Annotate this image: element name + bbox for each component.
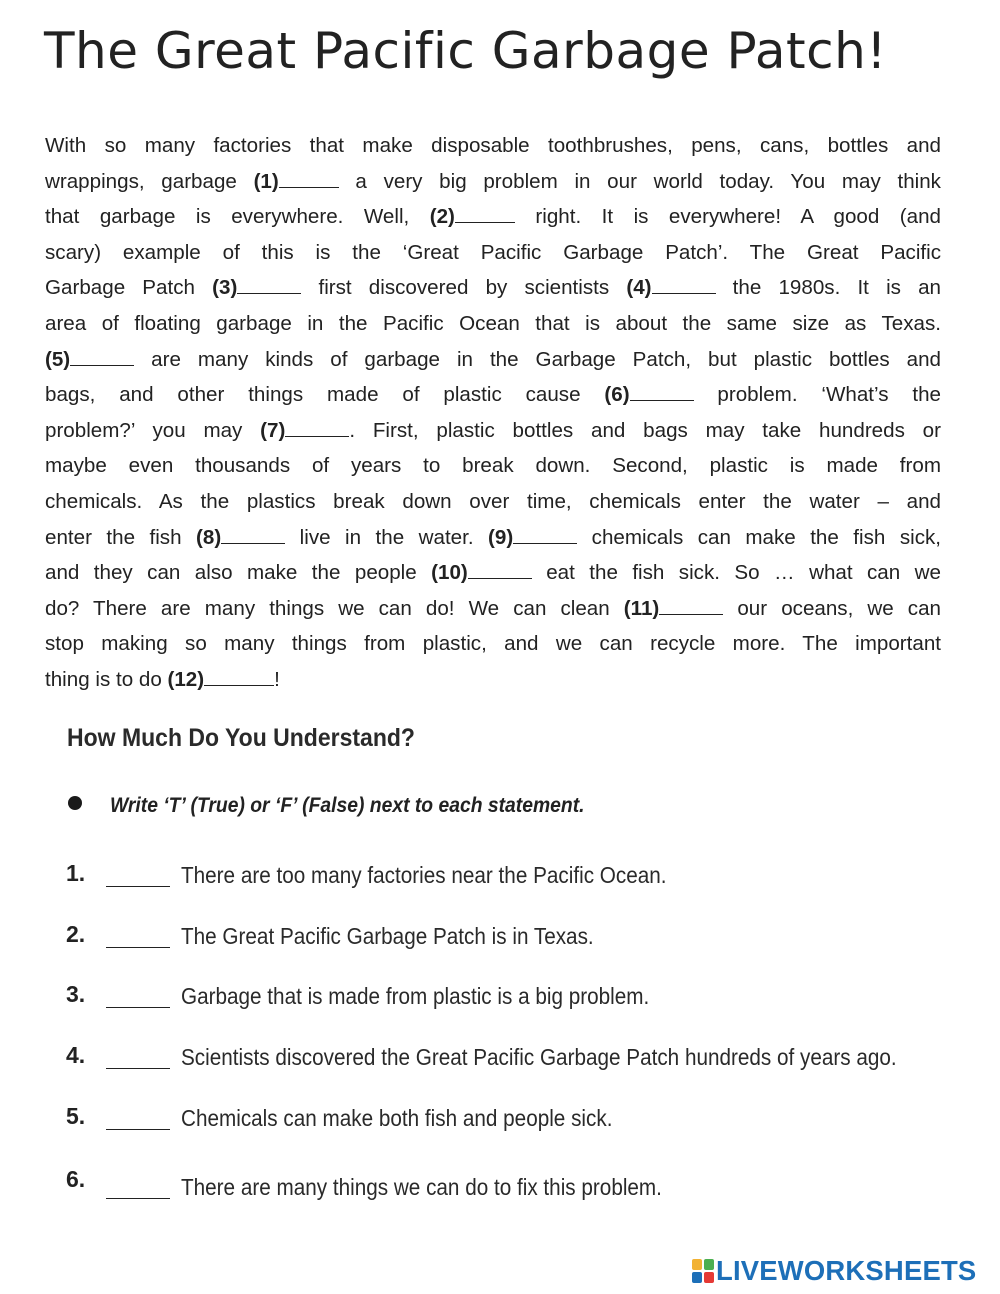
blank-number: (7) <box>260 418 286 442</box>
passage-line <box>45 164 941 200</box>
passage-text: problem. ‘What’s the <box>693 383 942 407</box>
statement-2 <box>66 921 966 961</box>
statement-number: 4. <box>66 1042 86 1068</box>
answer-blank-4[interactable] <box>106 1044 170 1069</box>
passage-text: area of floating garbage in the Pacific Ocean that is about the same size as Texas. <box>45 311 941 335</box>
instruction-text: Write ‘T’ (True) or ‘F’ (False) next to each statement. <box>110 794 585 817</box>
answer-blank-3[interactable] <box>106 983 170 1008</box>
passage-line <box>45 591 941 627</box>
statement-text: Scientists discovered the Great Pacific Garbage Patch hundreds of years ago. <box>181 1044 897 1070</box>
logo-mark-icon <box>692 1259 714 1283</box>
passage-line <box>45 306 941 342</box>
passage-text: chemicals. As the plastics break down over time, chemicals enter the water – and <box>45 489 941 513</box>
passage-text: eat the fish sick. So … what can we <box>531 561 941 585</box>
statement-5 <box>66 1103 966 1143</box>
statement-text: Chemicals can make both fish and people sick. <box>181 1105 613 1131</box>
passage-text: bags, and other things made of plastic cause <box>45 383 605 407</box>
statement-text: Garbage that is made from plastic is a big problem. <box>181 983 650 1009</box>
passage-line <box>45 448 941 484</box>
blank-number: (8) <box>196 525 222 549</box>
answer-blank-1[interactable] <box>106 862 170 887</box>
blank-number: (5) <box>45 347 71 371</box>
blank-number: (12) <box>167 667 205 691</box>
comprehension-heading: How Much Do You Understand? <box>67 724 415 752</box>
passage-blank[interactable] <box>659 596 723 615</box>
worksheet-title: The Great Pacific Garbage Patch! <box>44 22 887 80</box>
blank-number: (1) <box>253 169 279 193</box>
statement-4 <box>66 1042 966 1082</box>
passage-line <box>45 555 941 591</box>
passage-text: With so many factories that make disposable toothbrushes, pens, cans, bottles and <box>45 134 941 157</box>
statement-number: 5. <box>66 1103 86 1129</box>
passage-blank[interactable] <box>221 525 285 544</box>
passage-line <box>45 199 941 235</box>
passage-text: and they can also make the people <box>45 561 432 585</box>
answer-blank-2[interactable] <box>106 923 170 948</box>
passage-blank[interactable] <box>70 347 134 366</box>
blank-number: (2) <box>429 205 455 229</box>
passage-text: are many kinds of garbage in the Garbage Patch, but plastic bottles and <box>134 347 941 371</box>
passage-blank[interactable] <box>237 275 301 294</box>
passage-blank[interactable] <box>652 275 716 294</box>
passage-line <box>45 377 941 413</box>
statement-number: 2. <box>66 921 86 947</box>
passage-line <box>45 662 941 698</box>
passage-blank[interactable] <box>285 418 349 437</box>
blank-number: (10) <box>431 561 468 585</box>
passage-text: first discovered by scientists <box>301 276 627 300</box>
blank-number: (6) <box>604 383 630 407</box>
passage-line <box>45 128 941 164</box>
statement-text: There are too many factories near the Pacific Ocean. <box>181 862 667 888</box>
passage-text: that garbage is everywhere. Well, <box>45 205 430 229</box>
passage-text: wrappings, garbage <box>45 169 254 193</box>
statement-number: 3. <box>66 981 86 1007</box>
statement-1 <box>66 860 966 900</box>
reading-passage <box>45 128 941 698</box>
passage-blank[interactable] <box>513 525 577 544</box>
logo-square <box>704 1272 714 1283</box>
logo-text: LIVEWORKSHEETS <box>716 1255 977 1286</box>
passage-blank[interactable] <box>455 204 515 223</box>
statement-text: The Great Pacific Garbage Patch is in Texas. <box>181 923 594 949</box>
passage-line <box>45 484 941 520</box>
logo-square <box>704 1259 714 1270</box>
blank-number: (3) <box>212 276 238 300</box>
liveworksheets-logo <box>692 1257 982 1285</box>
bullet-icon <box>68 796 82 810</box>
blank-number: (4) <box>626 276 652 300</box>
blank-number: (9) <box>488 525 514 549</box>
statement-number: 6. <box>66 1166 86 1192</box>
passage-text: enter the fish <box>45 525 197 549</box>
passage-line <box>45 413 941 449</box>
passage-blank[interactable] <box>279 169 339 188</box>
passage-text: a very big problem in our world today. You may think <box>338 169 941 193</box>
passage-line <box>45 270 941 306</box>
passage-line <box>45 342 941 378</box>
passage-line <box>45 626 941 662</box>
passage-text: maybe even thousands of years to break down. Second, plastic is made from <box>45 454 941 478</box>
passage-blank[interactable] <box>204 667 274 686</box>
answer-blank-6[interactable] <box>106 1174 170 1199</box>
passage-text: stop making so many things from plastic, and we can recycle more. The important <box>45 632 941 656</box>
passage-text: . First, plastic bottles and bags may take hundreds or <box>349 418 941 442</box>
passage-blank[interactable] <box>468 560 532 579</box>
logo-square <box>692 1272 702 1283</box>
passage-line <box>45 520 941 556</box>
passage-text: problem?’ you may <box>45 418 261 442</box>
logo-square <box>692 1259 702 1270</box>
passage-text: our oceans, we can <box>723 596 941 620</box>
statement-number: 1. <box>66 860 86 886</box>
passage-text: Garbage Patch <box>45 276 213 300</box>
statement-3 <box>66 981 966 1021</box>
passage-text: the 1980s. It is an <box>715 276 942 300</box>
passage-text: do? There are many things we can do! We can clean <box>45 596 624 620</box>
passage-text: live in the water. <box>285 525 489 549</box>
passage-text: ! <box>274 667 280 691</box>
statement-6 <box>66 1166 966 1206</box>
answer-blank-5[interactable] <box>106 1105 170 1130</box>
passage-blank[interactable] <box>630 382 694 401</box>
blank-number: (11) <box>623 596 660 620</box>
passage-text: scary) example of this is the ‘Great Pacific Garbage Patch’. The Great Pacific <box>45 240 941 264</box>
passage-line <box>45 235 941 271</box>
passage-text: chemicals can make the fish sick, <box>577 525 942 549</box>
passage-text: thing is to do <box>45 667 168 691</box>
statement-text: There are many things we can do to fix this problem. <box>181 1174 662 1200</box>
passage-text: right. It is everywhere! A good (and <box>514 205 942 229</box>
